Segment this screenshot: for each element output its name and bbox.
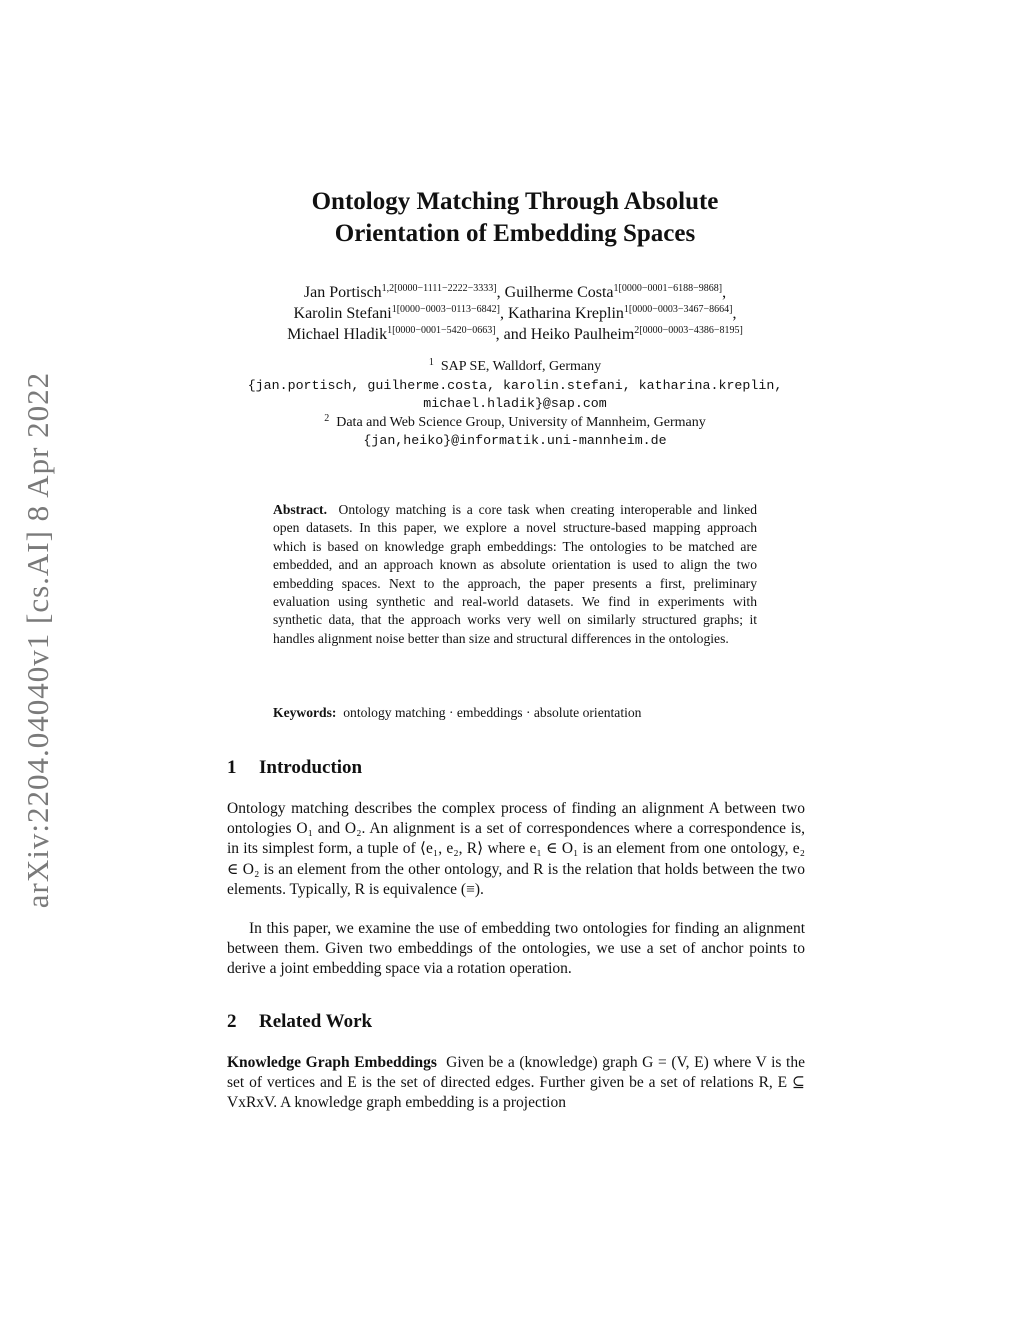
keywords — [273, 704, 757, 722]
affiliation-marker: 1 — [428, 357, 434, 368]
introduction-paragraph-2 — [227, 919, 805, 980]
author-separator: , — [722, 284, 727, 301]
abstract-label: Abstract. — [273, 502, 327, 517]
paragraph-text: In this paper, we examine the use of embedding two ontologies for finding an alignment between them. Given two embeddings of the ontologies, we use a set of anchor points to derive a joint embedding space via a rotation operation. — [227, 920, 805, 978]
abstract — [273, 501, 757, 648]
author-name: , and Heiko Paulheim — [495, 326, 635, 343]
paragraph-text: Given be a (knowledge) graph G = (V, E) where V is the set of vertices and E is the set of directed edges. Further given be a set of relations R, E ⊆ VxRxV. A knowledge graph embedding is a projection — [227, 1054, 805, 1112]
affiliation-2-emails: {jan,heiko}@informatik.uni-mannheim.de — [363, 433, 667, 448]
title-line-2: Orientation of Embedding Spaces — [334, 220, 696, 247]
affiliation-1-emails-line-2: michael.hladik}@sap.com — [423, 396, 607, 411]
author-orcid: 1,2[0000−1111−2222−3333] — [381, 283, 497, 294]
affiliation-1 — [200, 358, 830, 377]
affiliation-marker: 2 — [324, 412, 330, 424]
keywords-text: ontology matching · embeddings · absolute orientation — [343, 705, 642, 720]
section-title: Related Work — [259, 1011, 373, 1032]
author-list — [180, 282, 850, 345]
affiliations — [200, 358, 830, 451]
author-line-3 — [180, 324, 850, 345]
affiliation-name: Data and Web Science Group, University of Mannheim, Germany — [336, 414, 706, 430]
title-line-1: Ontology Matching Through Absolute — [311, 188, 719, 215]
author-orcid: 1[0000−0001−5420−0663] — [387, 325, 496, 336]
author-orcid: 1[0000−0003−0113−6842] — [391, 304, 500, 315]
author-line-1 — [180, 282, 850, 303]
section-title: Introduction — [259, 757, 363, 778]
author-name: , Guilherme Costa — [496, 284, 614, 301]
section-heading-related-work — [227, 1011, 372, 1033]
author-name: Michael Hladik — [287, 326, 388, 343]
author-name: , Katharina Kreplin — [499, 305, 624, 322]
paper-title — [200, 186, 830, 250]
author-separator: , — [732, 305, 737, 322]
author-line-2 — [180, 303, 850, 324]
introduction-paragraph-1: Ontology matching describes the complex process of finding an alignment A between two ontologies O₁ and O₂. An alignment is a set of correspondences where a correspondence is, in its simplest form, a tuple of ⟨e₁, e₂, R⟩ where e₁ ∈ O₁ is an element from one ontology, e₂ ∈ O₂ is an element from the other ontology, and R is the relation that holds between the two elements. Typically, R is equivalence (≡). — [227, 800, 805, 898]
arxiv-identifier: arXiv:2204.04040v1 [cs.AI] 8 Apr 2022 — [20, 371, 55, 909]
section-heading-introduction — [227, 757, 362, 779]
author-orcid: 2[0000−0003−4386−8195] — [634, 325, 743, 336]
author-orcid: 1[0000−0001−6188−9868] — [613, 283, 723, 294]
section-number: 1 — [227, 757, 237, 778]
abstract-text: Ontology matching is a core task when creating interoperable and linked open datasets. In this paper, we explore a novel structure-based mapping approach which is based on knowledge graph embeddings: The ontologies to be matched are embedded, and an approach known as absolute orientation is used to align the two embedding spaces. Next to the approach, the paper presents a first, preliminary evaluation using synthetic and real-world datasets. We find in experiments with synthetic data, that the approach works very well on similarly structured graphs; it handles alignment noise better than size and structural differences in the ontologies. — [273, 502, 758, 646]
paragraph-run-in-heading: Knowledge Graph Embeddings — [227, 1054, 437, 1071]
author-orcid: 1[0000−0003−3467−8664] — [623, 304, 733, 315]
keywords-label: Keywords: — [273, 705, 337, 720]
related-work-paragraph-1 — [227, 1053, 805, 1114]
affiliation-1-emails-line-1: {jan.portisch, guilherme.costa, karolin.stefani, katharina.kreplin, — [247, 377, 783, 393]
affiliation-name: SAP SE, Walldorf, Germany — [440, 359, 602, 374]
author-name: Karolin Stefani — [293, 305, 392, 322]
affiliation-2 — [200, 414, 830, 433]
author-name: Jan Portisch — [303, 284, 382, 301]
section-number: 2 — [227, 1011, 237, 1032]
